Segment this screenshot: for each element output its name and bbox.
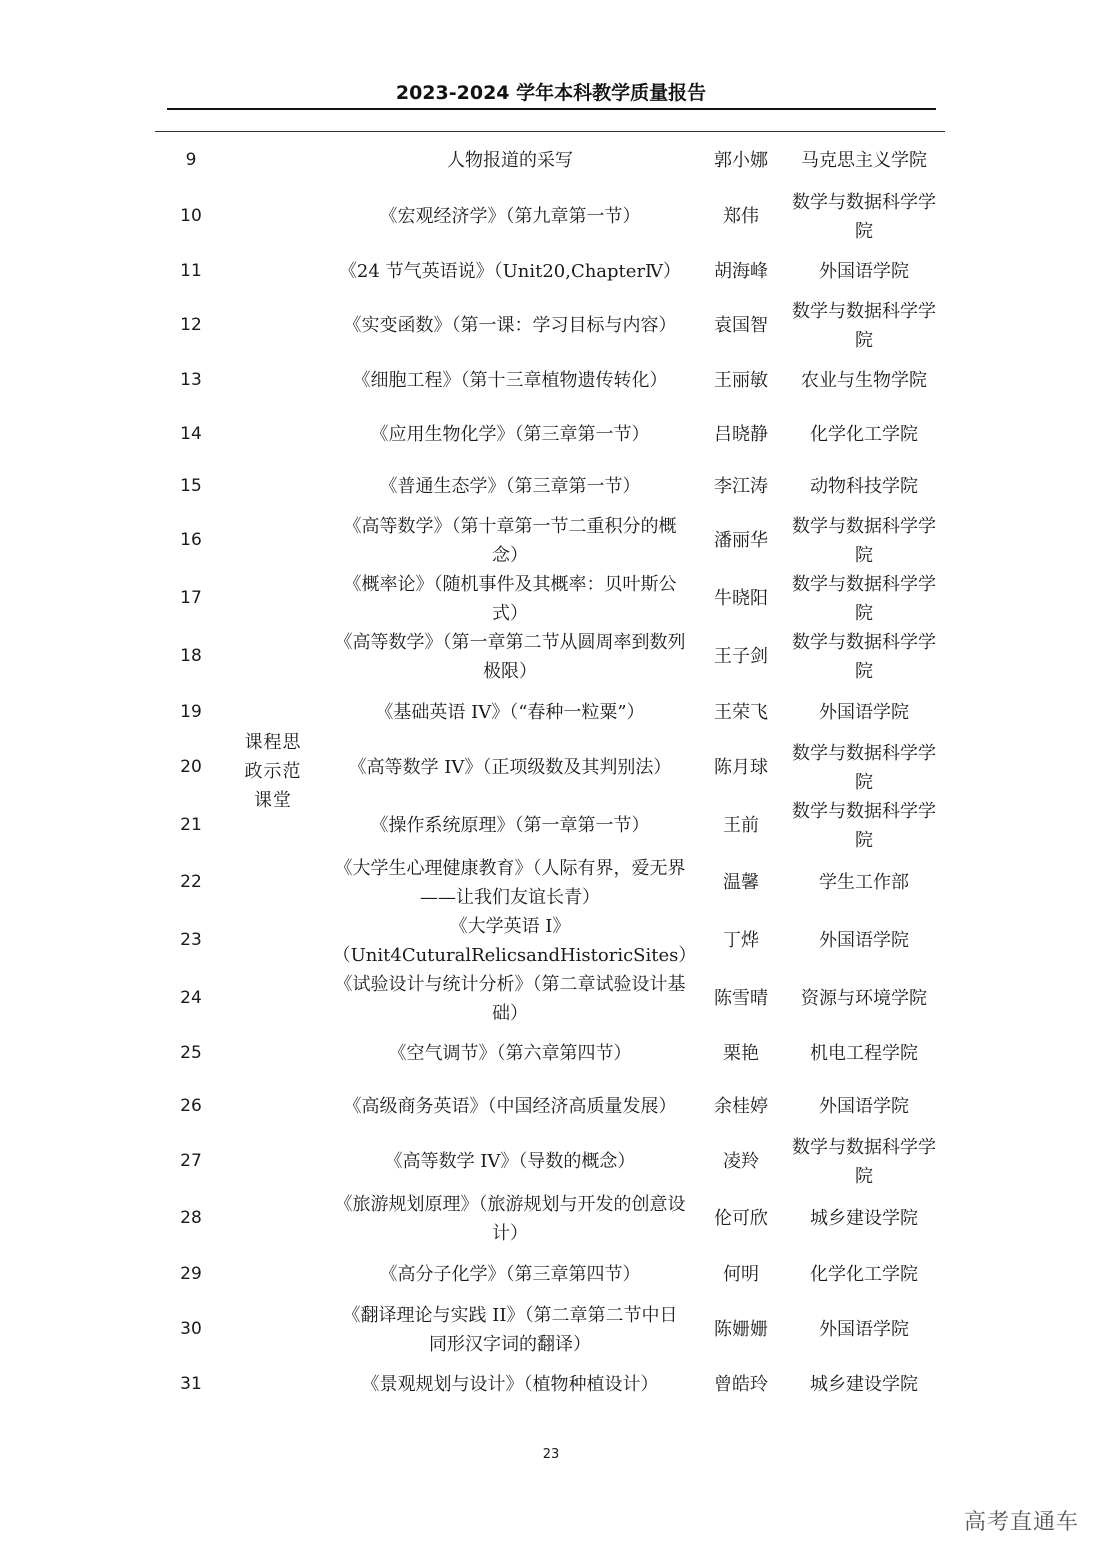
course-name: 《普通生态学》（第三章第一节）	[379, 475, 641, 497]
college-name: 化学化工学院	[810, 423, 918, 445]
college-name: 数学与数据科学学院	[792, 631, 936, 682]
course-name: 《概率论》（随机事件及其概率：贝叶斯公式）	[343, 573, 677, 624]
course-name: 《细胞工程》（第十三章植物遗传转化）	[352, 369, 668, 391]
teacher-name: 栗艳	[723, 1042, 759, 1064]
course-name: 《高分子化学》（第三章第四节）	[379, 1263, 641, 1285]
table-row	[0, 250, 1102, 292]
teacher-name: 温馨	[723, 872, 759, 893]
course-name: 《高级商务英语》（中国经济高质量发展）	[343, 1095, 677, 1117]
row-number: 10	[180, 206, 202, 226]
row-number: 17	[180, 588, 202, 608]
table-row	[0, 570, 1102, 627]
table-row	[0, 797, 1102, 854]
row-number: 19	[180, 701, 202, 722]
table-row	[0, 137, 1102, 184]
table-row	[0, 690, 1102, 734]
college-name: 外国语学院	[819, 701, 909, 723]
table-row	[0, 1032, 1102, 1074]
college-name: 资源与环境学院	[801, 988, 927, 1009]
row-number: 20	[180, 757, 202, 777]
teacher-name: 陈雪晴	[714, 988, 768, 1009]
teacher-name: 凌羚	[723, 1151, 759, 1172]
row-number: 16	[180, 530, 202, 550]
row-number: 30	[180, 1319, 202, 1339]
course-name: 《24 节气英语说》（Unit20,ChapterⅣ）	[338, 260, 682, 282]
table-top-rule	[155, 131, 945, 132]
report-title: 2023-2024 学年本科教学质量报告	[395, 82, 707, 104]
course-name: 《大学英语 I》（Unit4CuturalRelicsandHistoricSites）	[332, 915, 697, 966]
table-row	[0, 512, 1102, 569]
table-row	[0, 298, 1102, 353]
row-number: 24	[180, 988, 202, 1008]
page-number: 23	[542, 1447, 560, 1462]
course-name: 《空气调节》（第六章第四节）	[388, 1042, 632, 1064]
watermark: 高考直通车	[964, 1510, 1080, 1535]
course-name: 《景观规划与设计》（植物种植设计）	[361, 1373, 659, 1395]
teacher-name: 陈月球	[714, 757, 768, 778]
course-name: 《高等数学 IV》（正项级数及其判别法）	[348, 757, 672, 778]
college-name: 城乡建设学院	[810, 1373, 918, 1395]
course-name: 《试验设计与统计分析》（第二章试验设计基础）	[334, 973, 686, 1024]
row-number: 18	[180, 646, 202, 666]
row-number: 11	[180, 260, 202, 281]
category-line: 课堂	[254, 790, 292, 811]
category-line: 课程思	[244, 732, 302, 753]
college-name: 数学与数据科学学院	[792, 573, 936, 624]
college-name: 马克思主义学院	[801, 150, 927, 171]
course-name: 《大学生心理健康教育》（人际有界，爱无界——让我们友谊长青）	[334, 857, 686, 908]
teacher-name: 陈姗姗	[714, 1319, 768, 1340]
course-name: 《基础英语 IV》（“春种一粒粟”）	[375, 701, 645, 723]
college-name: 学生工作部	[819, 872, 909, 893]
college-name: 数学与数据科学学院	[792, 742, 936, 793]
row-number: 21	[180, 815, 202, 835]
teacher-name: 王丽敏	[714, 369, 768, 391]
teacher-name: 吕晓静	[714, 423, 768, 445]
teacher-name: 胡海峰	[714, 260, 768, 282]
teacher-name: 牛晓阳	[714, 588, 768, 609]
college-name: 外国语学院	[819, 1095, 909, 1117]
college-name: 数学与数据科学学院	[792, 515, 936, 566]
college-name: 外国语学院	[819, 260, 909, 282]
table-row	[0, 854, 1102, 911]
teacher-name: 李江涛	[714, 475, 768, 497]
row-number: 9	[185, 150, 197, 170]
course-name: 《实变函数》（第一课：学习目标与内容）	[343, 315, 677, 336]
course-name: 《高等数学》（第一章第二节从圆周率到数列极限）	[334, 631, 686, 682]
teacher-name: 余桂婷	[714, 1095, 768, 1117]
course-name: 《宏观经济学》（第九章第一节）	[379, 206, 641, 227]
college-name: 外国语学院	[819, 1319, 909, 1340]
course-name: 《旅游规划原理》（旅游规划与开发的创意设计）	[334, 1193, 686, 1244]
table-row	[0, 970, 1102, 1027]
college-name: 数学与数据科学学院	[792, 1136, 936, 1187]
row-number: 15	[180, 475, 202, 496]
course-name: 《高等数学》（第十章第一节二重积分的概念）	[343, 515, 677, 566]
category-line: 政示范	[244, 761, 302, 782]
row-number: 26	[180, 1095, 202, 1116]
row-number: 22	[180, 872, 202, 892]
table-row	[0, 739, 1102, 796]
college-name: 数学与数据科学学院	[792, 300, 936, 351]
teacher-name: 丁烨	[723, 930, 759, 951]
teacher-name: 袁国智	[714, 315, 768, 336]
course-name: 《操作系统原理》（第一章第一节）	[370, 815, 650, 836]
college-name: 动物科技学院	[810, 475, 918, 497]
course-name: 人物报道的采写	[447, 150, 573, 171]
course-name: 《应用生物化学》（第三章第一节）	[370, 423, 650, 445]
college-name: 农业与生物学院	[801, 369, 927, 391]
row-number: 31	[180, 1373, 202, 1394]
college-name: 化学化工学院	[810, 1263, 918, 1285]
teacher-name: 王子剑	[714, 646, 768, 667]
table-row	[0, 1190, 1102, 1247]
college-name: 城乡建设学院	[810, 1208, 918, 1229]
row-number: 27	[180, 1151, 202, 1171]
table-row	[0, 358, 1102, 402]
college-name: 外国语学院	[819, 930, 909, 951]
table-row	[0, 1252, 1102, 1296]
teacher-name: 伦可欣	[714, 1208, 768, 1229]
row-number: 29	[180, 1263, 202, 1284]
teacher-name: 郑伟	[723, 206, 759, 227]
table-row	[0, 460, 1102, 512]
row-number: 25	[180, 1042, 202, 1063]
table-row	[0, 628, 1102, 685]
college-name: 机电工程学院	[810, 1042, 918, 1064]
teacher-name: 曾皓玲	[714, 1373, 768, 1395]
table-row	[0, 1362, 1102, 1406]
teacher-name: 何明	[723, 1263, 759, 1285]
row-number: 14	[180, 423, 202, 444]
teacher-name: 潘丽华	[714, 530, 768, 551]
table-row	[0, 408, 1102, 460]
header-rule	[167, 108, 936, 110]
table-row	[0, 189, 1102, 244]
college-name: 数学与数据科学学院	[792, 191, 936, 242]
college-name: 数学与数据科学学院	[792, 800, 936, 851]
row-number: 28	[180, 1208, 202, 1228]
table-row	[0, 1080, 1102, 1132]
row-number: 23	[180, 930, 202, 950]
teacher-name: 王前	[723, 815, 759, 836]
teacher-name: 王荣飞	[714, 701, 768, 723]
table-row	[0, 1301, 1102, 1358]
course-name: 《高等数学 IV》（导数的概念）	[384, 1151, 636, 1172]
table-row	[0, 912, 1102, 969]
row-number: 12	[180, 315, 202, 335]
teacher-name: 郭小娜	[714, 150, 768, 171]
course-name: 《翻译理论与实践 II》（第二章第二节中日同形汉字词的翻译）	[342, 1304, 678, 1355]
row-number: 13	[180, 369, 202, 390]
table-row	[0, 1133, 1102, 1190]
